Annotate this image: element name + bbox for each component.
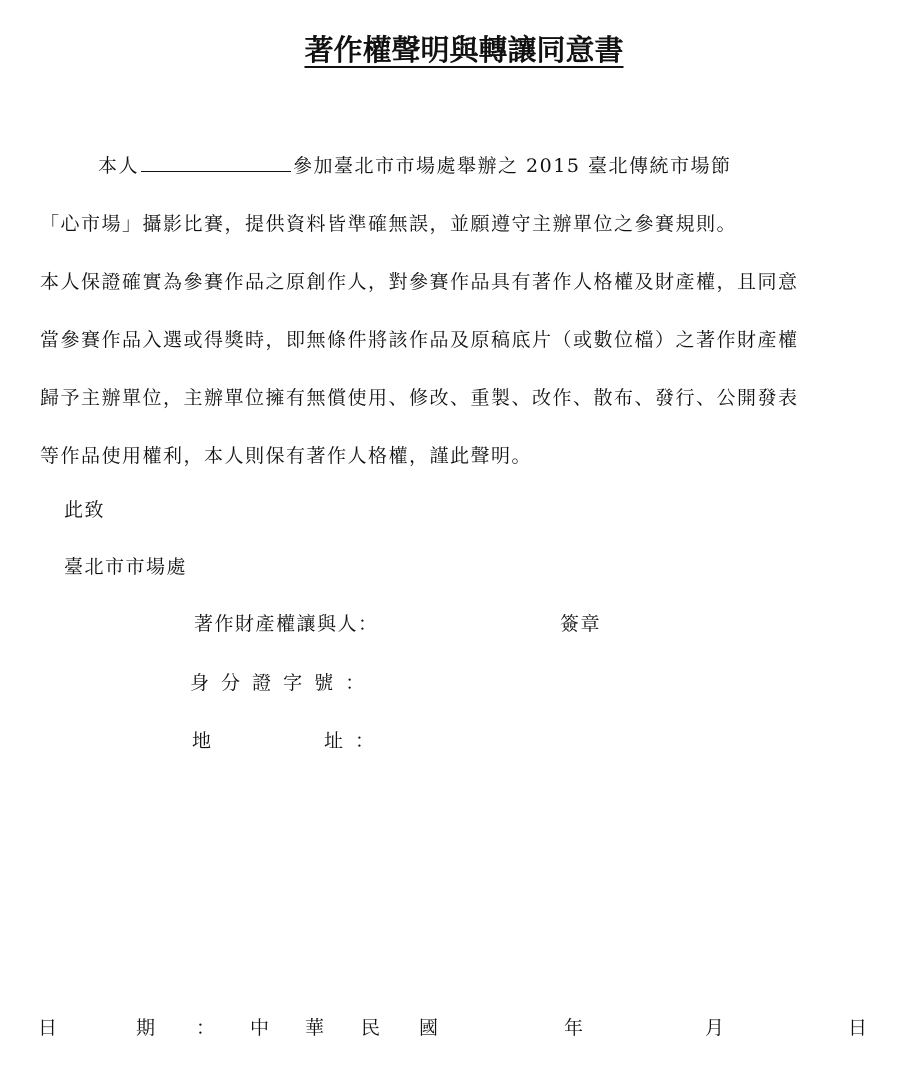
year-label: 年 [564, 1017, 584, 1039]
name-blank-line [141, 153, 291, 172]
paragraph-line-5: 等作品使用權利，本人則保有著作人格權，謹此聲明。 [40, 445, 533, 467]
salutation: 此致 [64, 499, 106, 521]
id-number-label: 身 分 證 字 號 ： [190, 672, 368, 694]
date-colon: ： [196, 1017, 216, 1039]
document-title [0, 28, 900, 69]
address-label-end: 址 ： [324, 730, 378, 752]
date-label-ri: 日 [38, 1017, 58, 1039]
roc-char-1: 中 [250, 1017, 270, 1039]
recipient: 臺北市市場處 [64, 556, 188, 578]
day-label: 日 [848, 1017, 868, 1039]
document-title-text: 著作權聲明與轉讓同意書 [304, 33, 624, 67]
declaration-suffix: 參加臺北市市場處舉辦之 2015 臺北傳統市場節 [293, 155, 732, 177]
assignor-label: 著作財產權讓與人： [194, 613, 379, 635]
declaration-prefix: 本人 [98, 155, 140, 177]
paragraph-line-3: 當參賽作品入選或得獎時，即無條件將該作品及原稿底片（或數位檔）之著作財產權 [40, 329, 799, 351]
paragraph-line-2: 本人保證確實為參賽作品之原創作人，對參賽作品具有著作人格權及財產權，且同意 [40, 271, 799, 293]
seal-label: 簽章 [560, 613, 602, 635]
paragraph-line-4: 歸予主辦單位，主辦單位擁有無償使用、修改、重製、改作、散布、發行、公開發表 [40, 387, 799, 409]
date-row [0, 1013, 900, 1043]
roc-char-4: 國 [419, 1017, 439, 1039]
month-label: 月 [705, 1017, 725, 1039]
date-label-qi: 期 [136, 1017, 156, 1039]
roc-char-2: 華 [305, 1017, 325, 1039]
paragraph-line-1: 「心市場」攝影比賽，提供資料皆準確無誤，並願遵守主辦單位之參賽規則。 [40, 213, 738, 235]
roc-char-3: 民 [361, 1017, 381, 1039]
address-label-start: 地 [192, 730, 213, 752]
declaration-line [98, 152, 731, 180]
